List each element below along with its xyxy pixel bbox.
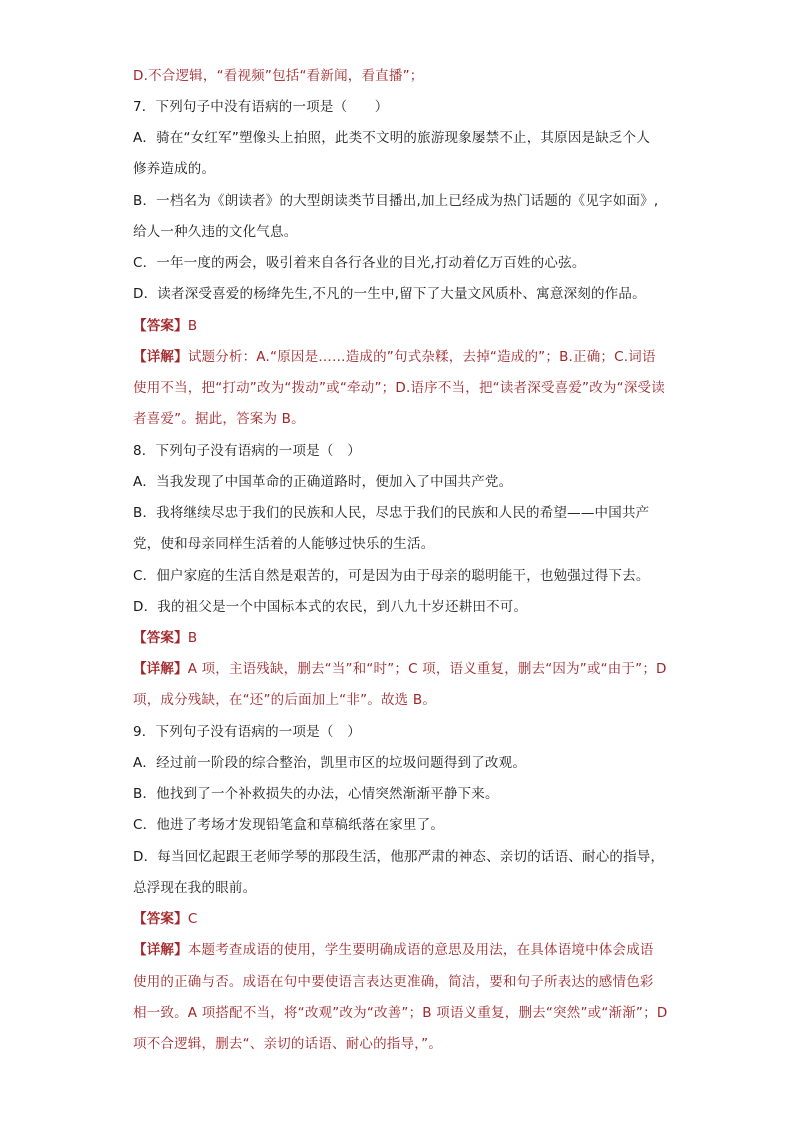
detail-line: 【详解】试题分析：A.“原因是……造成的”句式杂糅，去掉“造成的”；B.正确；C.词语 — [133, 349, 656, 365]
answer-line: 【答案】B — [133, 318, 198, 334]
text-line: 给人一种久违的文化气息。 — [133, 224, 298, 240]
question-8: 8．下列句子没有语病的一项是（ ） — [133, 443, 361, 459]
text-line: 项不合逻辑，删去“、亲切的话语、耐心的指导，”。 — [133, 1036, 443, 1052]
text-line: 党，使和母亲同样生活着的人能够过快乐的生活。 — [133, 536, 435, 552]
text-line: 总浮现在我的眼前。 — [133, 880, 257, 896]
option-c: C．佃户家庭的生活自然是艰苦的，可是因为由于母亲的聪明能干，也勉强过得下去。 — [133, 568, 650, 584]
text-line: 项，成分残缺，在“还”的后面加上“非”。故选 B。 — [133, 692, 437, 708]
detail-line: 【详解】A 项，主语残缺，删去“当”和“时”；C 项，语义重复，删去“因为”或“由于”；D — [133, 661, 667, 677]
text-line: 使用不当，把“打动”改为“拨动”或“牵动”；D.语序不当，把“读者深受喜爱”改为“深受读 — [133, 380, 665, 396]
option-c: C．一年一度的两会，吸引着来自各行各业的目光,打动着亿万百姓的心弦。 — [133, 255, 586, 271]
option-b: B．他找到了一个补救损失的办法，心情突然渐渐平静下来。 — [133, 786, 499, 802]
question-9: 9．下列句子没有语病的一项是（ ） — [133, 724, 361, 740]
question-7: 7．下列句子中没有语病的一项是（ ） — [133, 99, 389, 115]
option-d: D．每当回忆起跟王老师学琴的那段生活，他那严肃的神态、亲切的话语、耐心的指导， — [133, 849, 665, 865]
answer-line: 【答案】C — [133, 911, 198, 927]
option-a: A．骑在“女红军”塑像头上拍照，此类不文明的旅游现象屡禁不止，其原因是缺乏个人 — [133, 130, 651, 146]
option-d: D．读者深受喜爱的杨绛先生,不凡的一生中,留下了大量文风质朴、寓意深刻的作品。 — [133, 286, 646, 302]
option-d: D．我的祖父是一个中国标本式的农民，到八九十岁还耕田不可。 — [133, 599, 528, 615]
detail-line: 【详解】本题考查成语的使用，学生要明确成语的意思及用法，在具体语境中体会成语 — [133, 942, 654, 958]
text-line: 修养造成的。 — [133, 161, 216, 177]
answer-line: 【答案】B — [133, 630, 198, 646]
text-line: 使用的正确与否。成语在句中要使语言表达更准确，简洁，要和句子所表达的感情色彩 — [133, 974, 654, 990]
text-line: 者喜爱”。据此，答案为 B。 — [133, 411, 305, 427]
option-c: C．他进了考场才发现铅笔盒和草稿纸落在家里了。 — [133, 817, 445, 833]
text-line: 相一致。A 项搭配不当，将“改观”改为“改善”；B 项语义重复，删去“突然”或“渐渐”；D — [133, 1005, 668, 1021]
option-a: A．当我发现了中国革命的正确道路时，便加入了中国共产党。 — [133, 474, 513, 490]
option-b: B．我将继续尽忠于我们的民族和人民，尽忠于我们的民族和人民的希望——中国共产 — [133, 505, 650, 521]
option-a: A．经过前一阶段的综合整治，凯里市区的垃圾问题得到了改观。 — [133, 755, 527, 771]
text-line: D.不合逻辑，“看视频”包括“看新闻，看直播”； — [133, 68, 424, 84]
option-b: B．一档名为《朗读者》的大型朗读类节目播出,加上已经成为热门话题的《见字如面》, — [133, 193, 659, 209]
